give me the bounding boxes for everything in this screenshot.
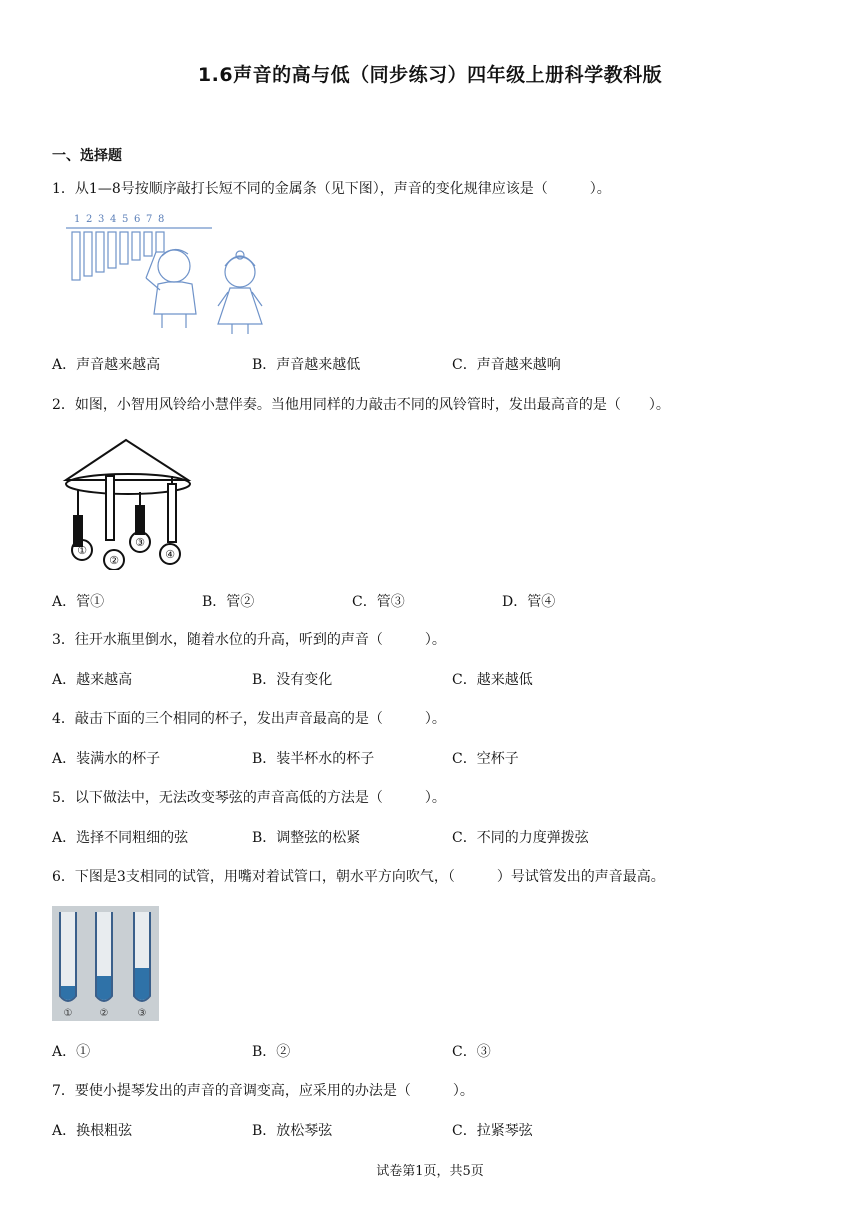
question-2-figure xyxy=(58,436,198,570)
tube-label: ② xyxy=(109,554,119,567)
q3-option-a: A．越来越高 xyxy=(52,672,133,688)
question-2-text: 2．如图，小智用风铃给小慧伴奏。当他用同样的力敲击不同的风铃管时，发出最高音的是（ ）。 xyxy=(52,397,670,413)
question-1-text: 1．从1—8号按顺序敲打长短不同的金属条（见下图），声音的变化规律应该是（ ）。 xyxy=(52,181,611,197)
tube-label: ① xyxy=(77,544,87,557)
q4-option-a: A．装满水的杯子 xyxy=(52,751,161,767)
q7-option-c: C．拉紧琴弦 xyxy=(452,1123,533,1139)
bar-label: 3 xyxy=(98,214,105,225)
bar-label: 5 xyxy=(122,214,129,225)
q6-option-c: C．③ xyxy=(452,1044,491,1060)
q4-option-c: C．空杯子 xyxy=(452,751,519,767)
q2-option-c: C．管③ xyxy=(352,594,405,610)
q1-option-a: A．声音越来越高 xyxy=(52,357,161,373)
q3-option-c: C．越来越低 xyxy=(452,672,533,688)
bar-label: 7 xyxy=(146,214,153,225)
question-6-figure xyxy=(52,906,159,1021)
q2-option-d: D．管④ xyxy=(502,594,556,610)
bar-label: 4 xyxy=(110,214,117,225)
test-tube-label: ① xyxy=(63,1008,73,1019)
bar-label: 1 xyxy=(74,214,81,225)
bar-label: 8 xyxy=(158,214,165,225)
question-3-text: 3．往开水瓶里倒水，随着水位的升高，听到的声音（ ）。 xyxy=(52,632,446,648)
question-7-text: 7．要使小提琴发出的声音的音调变高，应采用的办法是（ ）。 xyxy=(52,1083,474,1099)
question-1-figure xyxy=(62,208,282,336)
q2-option-a: A．管① xyxy=(52,594,105,610)
q1-option-b: B．声音越来越低 xyxy=(252,357,361,373)
question-6-text: 6．下图是3支相同的试管，用嘴对着试管口，朝水平方向吹气，（ ）号试管发出的声音最高。 xyxy=(52,869,665,885)
q6-option-b: B．② xyxy=(252,1044,291,1060)
test-tube-label: ③ xyxy=(137,1008,147,1019)
q5-option-c: C．不同的力度弹拨弦 xyxy=(452,830,589,846)
q6-option-a: A．① xyxy=(52,1044,91,1060)
q5-option-b: B．调整弦的松紧 xyxy=(252,830,361,846)
q5-option-a: A．选择不同粗细的弦 xyxy=(52,830,189,846)
q7-option-b: B．放松琴弦 xyxy=(252,1123,333,1139)
question-4-text: 4．敲击下面的三个相同的杯子，发出声音最高的是（ ）。 xyxy=(52,711,446,727)
q7-option-a: A．换根粗弦 xyxy=(52,1123,133,1139)
page-title: 1.6声音的高与低（同步练习）四年级上册科学教科版 xyxy=(197,64,663,86)
bar-label: 2 xyxy=(86,214,93,225)
q1-option-c: C．声音越来越响 xyxy=(452,357,561,373)
q2-option-b: B．管② xyxy=(202,594,255,610)
question-5-text: 5．以下做法中，无法改变琴弦的声音高低的方法是（ ）。 xyxy=(52,790,446,806)
section-heading: 一、选择题 xyxy=(52,148,122,164)
page-footer: 试卷第1页，共5页 xyxy=(376,1164,484,1179)
tube-label: ③ xyxy=(135,536,145,549)
q3-option-b: B．没有变化 xyxy=(252,672,333,688)
tube-label: ④ xyxy=(165,548,175,561)
test-tube-label: ② xyxy=(99,1008,109,1019)
bar-label: 6 xyxy=(134,214,141,225)
q4-option-b: B．装半杯水的杯子 xyxy=(252,751,375,767)
